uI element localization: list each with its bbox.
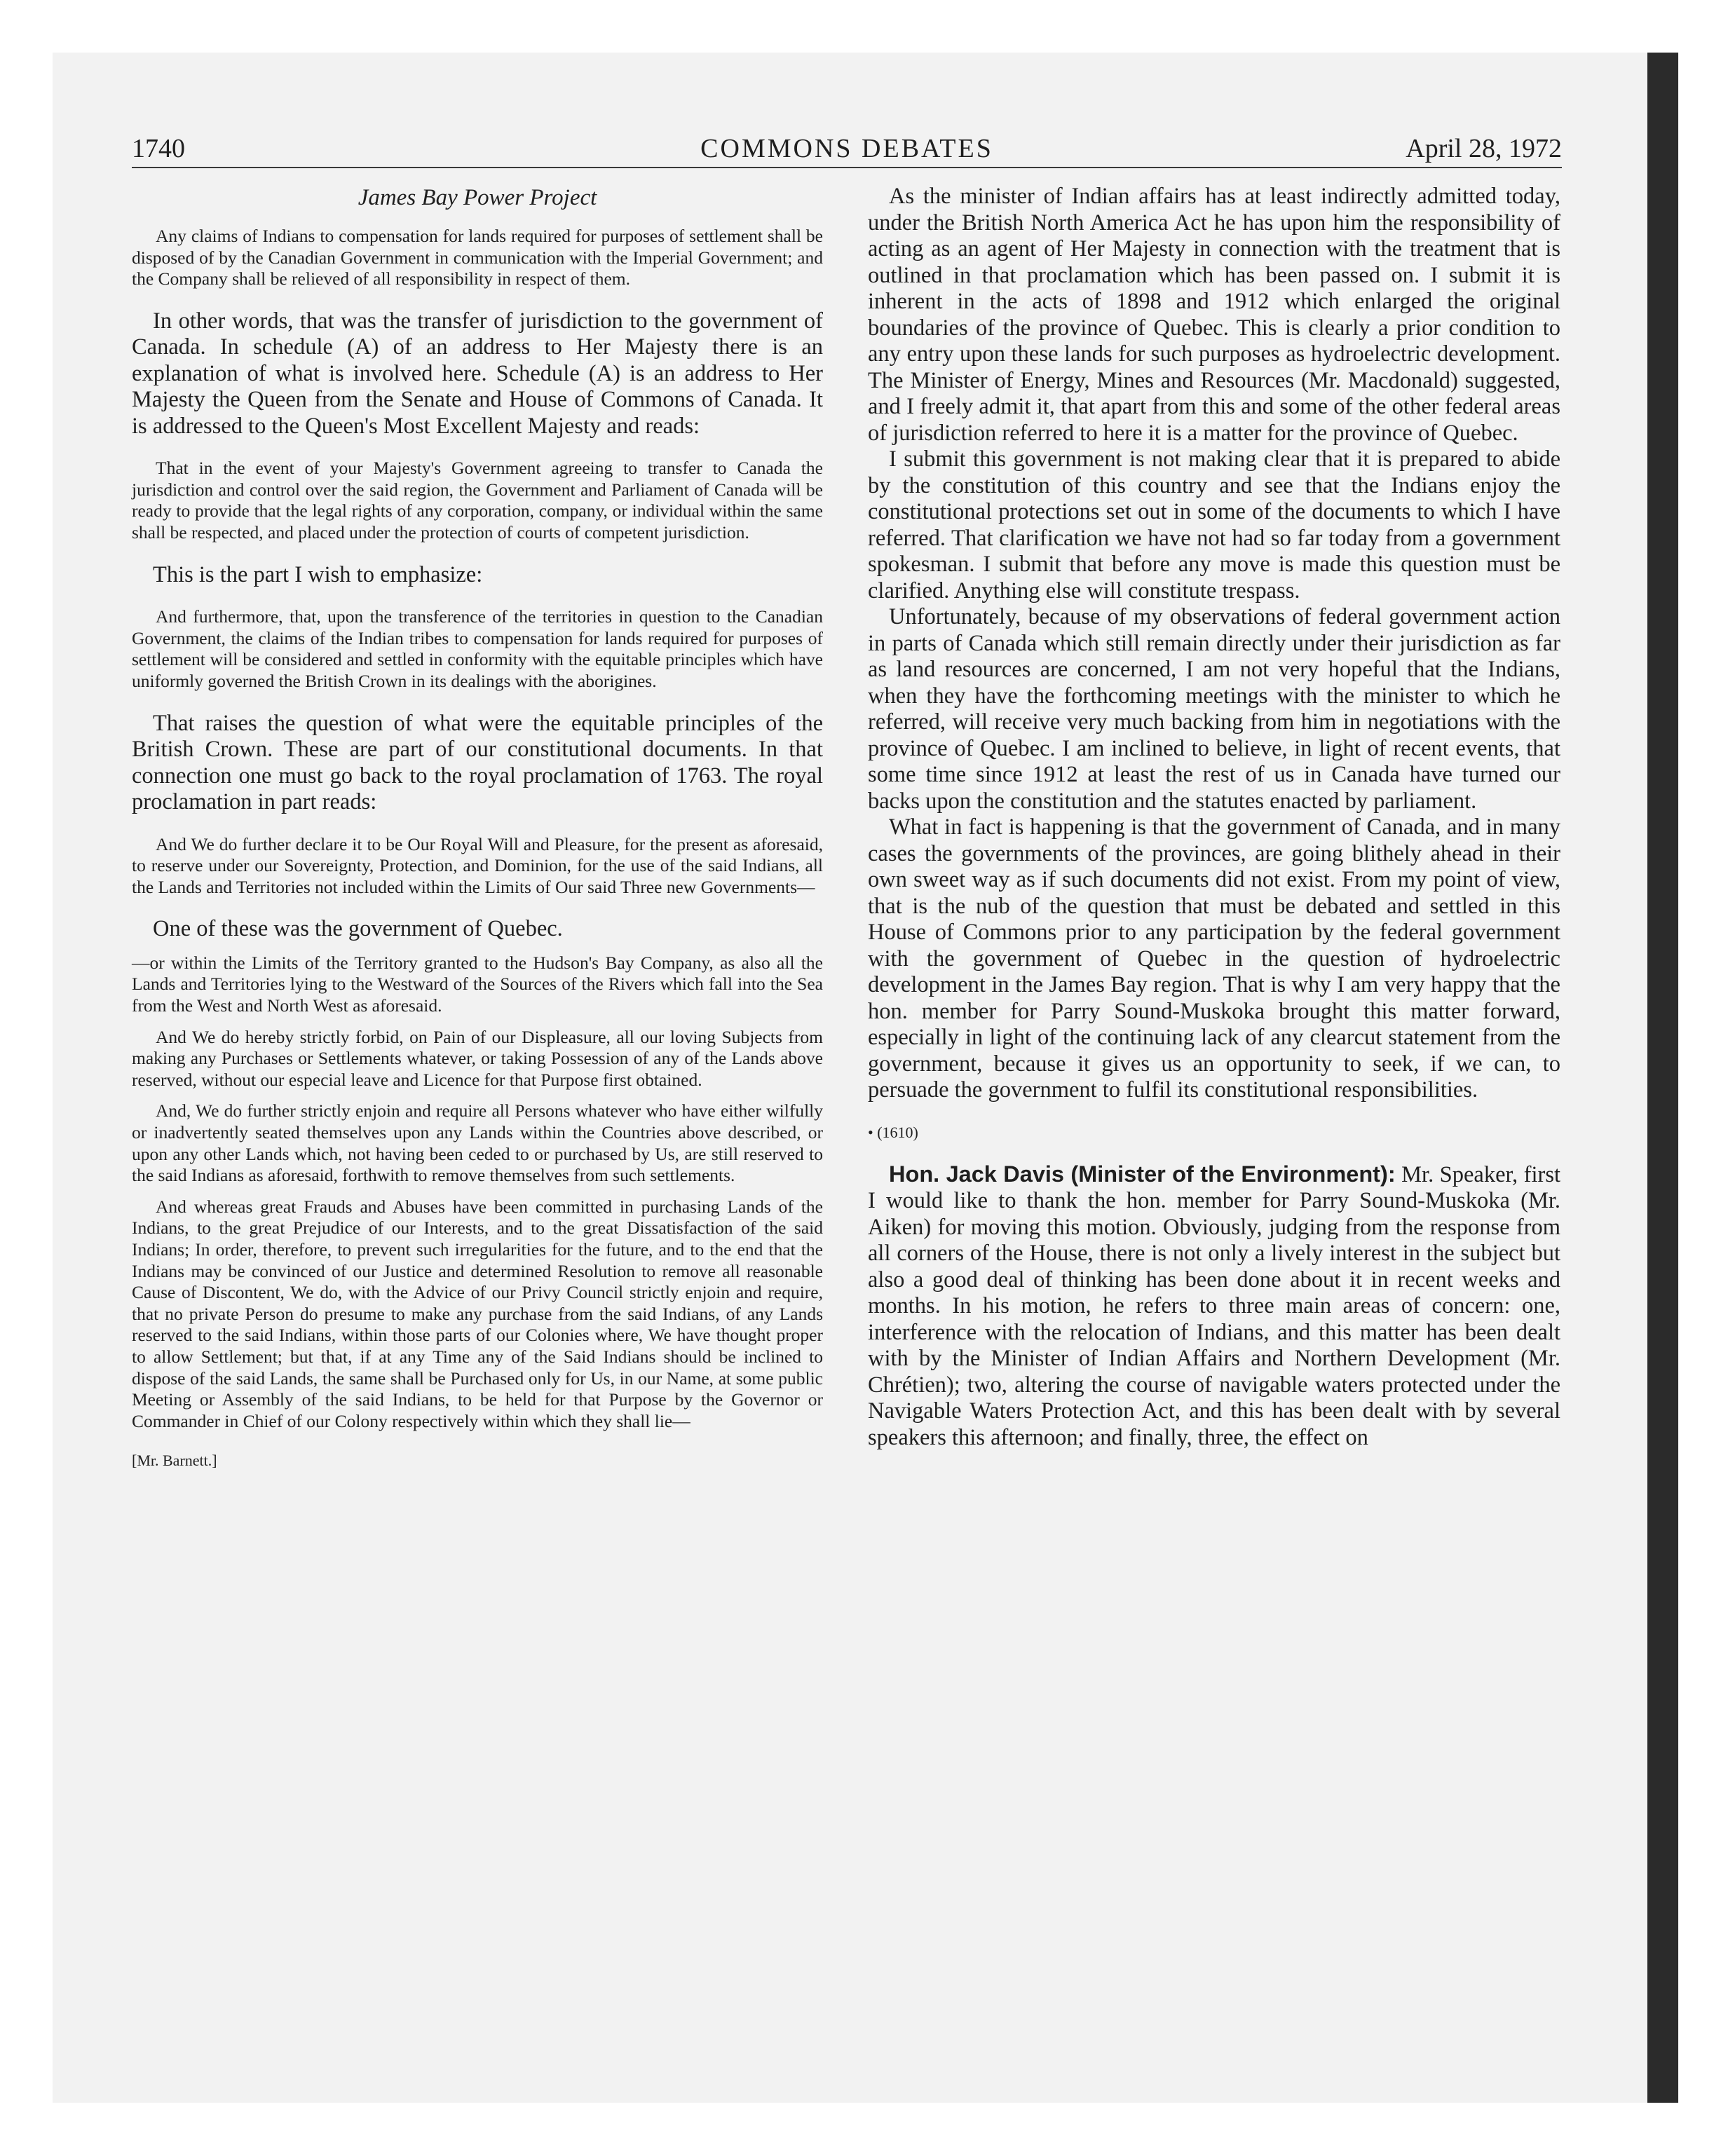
page-date: April 28, 1972 — [1406, 134, 1562, 163]
body-paragraph: This is the part I wish to emphasize: — [153, 561, 483, 587]
speaker-paragraph — [868, 1161, 1560, 1452]
page-number: 1740 — [132, 134, 185, 163]
body-paragraph: One of these was the government of Quebec. — [153, 916, 563, 942]
quote-block: And whereas great Frauds and Abuses have been committed in purchasing Lands of the Indians, to the great Prejudice of our Interests, and to the great Dissatisfaction of the said Indians; In order, therefore, to prevent such irregularities for the future, and to the end that the Indians may be convinced of our Justice and determined Resolution to remove all reasonable Cause of Discontent, We do, with the Advice of our Privy Council strictly enjoin and require, that no private Person do presume to make any purchase from the said Indians, of any Lands reserved to the said Indians, within those parts of our Colonies where, We have thought proper to allow Settlement; but that, if at any Time any of the Said Indians should be inclined to dispose of the said Lands, the same shall be Purchased only for Us, in our Name, at some public Meeting or Assembly of the said Indians, to be held for that Purpose by the Governor or Commander in Chief of our Colony respectively within which they shall lie— — [132, 1196, 823, 1431]
body-paragraph: Unfortunately, because of my observations of federal government action in parts of Canada which still remain directly under their jurisdiction as far as land resources are concerned, I am not very hopeful that the Indians, when they have the forthcoming meetings with the minister to which he referred, will receive very much backing from him in negotiations with the province of Quebec. I am inclined to believe, in light of recent events, that some time since 1912 at least the rest of us in Canada have turned our backs upon the constitution and the statutes enacted by parliament. — [868, 604, 1560, 814]
page-header — [132, 133, 1562, 168]
body-paragraph: In other words, that was the transfer of jurisdiction to the government of Canada. In schedule (A) of an address to Her Majesty there is an explanation of what is involved here. Schedule (A) is an address to Her Majesty the Queen from the Senate and House of Commons of Canada. It is addressed to the Queen's Most Excellent Majesty and reads: — [132, 308, 823, 439]
quote-block: And, We do further strictly enjoin and require all Persons whatever who have either wilfully or inadvertently seated themselves upon any Lands within the Countries above described, or upon any other Lands which, not having been ceded to or purchased by Us, are still reserved to the said Indians as aforesaid, forthwith to remove themselves from such settlements. — [132, 1100, 823, 1186]
body-paragraph: I submit this government is not making clear that it is prepared to abide by the constitution of this country and see that the Indians enjoy the constitutional protections set out in some of the documents to which I have referred. That clarification we have not had so far today from a government spokesman. I submit that before any move is made this question must be clarified. Anything else will constitute trespass. — [868, 446, 1560, 603]
speaker-attribution: [Mr. Barnett.] — [132, 1452, 217, 1470]
speech-text: Mr. Speaker, first I would like to thank the hon. member for Parry Sound-Muskoka (Mr. Aiken) for moving this motion. Obviously, judging from the response from all corners of the House, there is not only a lively interest in the subject but also a good deal of thinking has been done about it in recent weeks and months. In his motion, he refers to three main areas of concern: one, interference with the relocation of Indians, and this matter has been dealt with by the Minister of Indian Affairs and Northern Development (Mr. Chrétien); two, altering the course of navigable waters protected under the Navigable Waters Protection Act, and this has been dealt with by several speakers this afternoon; and finally, three, the effect on — [868, 1161, 1560, 1450]
left-column — [132, 184, 823, 1471]
quote-block: Any claims of Indians to compensation for lands required for purposes of settlement shall be disposed of by the Canadian Government in communication with the Imperial Government; and the Company shall be relieved of all responsibility in respect of them. — [132, 226, 823, 289]
quote-block: And We do hereby strictly forbid, on Pain of our Displeasure, all our loving Subjects from making any Purchases or Settlements whatever, or taking Possession of any of the Lands above reserved, without our especial leave and Licence for that Purpose first obtained. — [132, 1026, 823, 1090]
right-column — [868, 184, 1560, 1451]
body-paragraph: That raises the question of what were the equitable principles of the British Crown. These are part of our constitutional documents. In that connection one must go back to the royal proclamation of 1763. The royal proclamation in part reads: — [132, 710, 823, 815]
quote-block: —or within the Limits of the Territory granted to the Hudson's Bay Company, as also all the Lands and Territories lying to the Westward of the Sources of the Rivers which fall into the Sea from the West and North West as aforesaid. — [132, 952, 823, 1016]
quote-block: That in the event of your Majesty's Government agreeing to transfer to Canada the jurisdiction and control over the said region, the Government and Parliament of Canada will be ready to provide that the legal rights of any corporation, company, or individual within the same shall be respected, and placed under the protection of courts of competent jurisdiction. — [132, 458, 823, 543]
body-paragraph: What in fact is happening is that the government of Canada, and in many cases the governments of the provinces, are going blithely ahead in their own sweet way as if such documents did not exist. From my point of view, that is the nub of the question that must be debated and settled in this House of Commons prior to any participation by the federal government with the government of Quebec in the question of hydroelectric development in the James Bay region. That is why I am very happy that the hon. member for Parry Sound-Muskoka brought this matter forward, especially in light of the continuing lack of any clearcut statement from the government, because it gives us an opportunity to seek, if we can, to persuade the government to fulfil its constitutional responsibilities. — [868, 814, 1560, 1103]
section-subhead: James Bay Power Project — [358, 185, 597, 210]
quote-block: And We do further declare it to be Our Royal Will and Pleasure, for the present as aforesaid, to reserve under our Sovereignty, Protection, and Dominion, for the use of the said Indians, all the Lands and Territories not included within the Limits of Our said Three new Governments— — [132, 833, 823, 897]
publication-title: COMMONS DEBATES — [700, 134, 993, 163]
speaker-name: Hon. Jack Davis (Minister of the Environment): — [889, 1161, 1396, 1187]
scan-edge-bar — [1647, 53, 1678, 2103]
quote-block: And furthermore, that, upon the transference of the territories in question to the Canadian Government, the claims of the Indian tribes to compensation for lands required for purposes of settlement will be considered and settled in conformity with the equitable principles which have uniformly governed the British Crown in its dealings with the aborigines. — [132, 606, 823, 691]
time-marker: • (1610) — [868, 1123, 918, 1141]
body-paragraph: As the minister of Indian affairs has at least indirectly admitted today, under the British North America Act he has upon him the responsibility of acting as an agent of Her Majesty in connection with the treatment that is outlined in that proclamation which has been passed on. I submit it is inherent in the acts of 1898 and 1912 which enlarged the original boundaries of the province of Quebec. This is clearly a prior condition to any entry upon these lands for such purposes as hydroelectric development. The Minister of Energy, Mines and Resources (Mr. Macdonald) suggested, and I freely admit it, that apart from this and some of the other federal areas of jurisdiction referred to here it is a matter for the province of Quebec. — [868, 184, 1560, 446]
